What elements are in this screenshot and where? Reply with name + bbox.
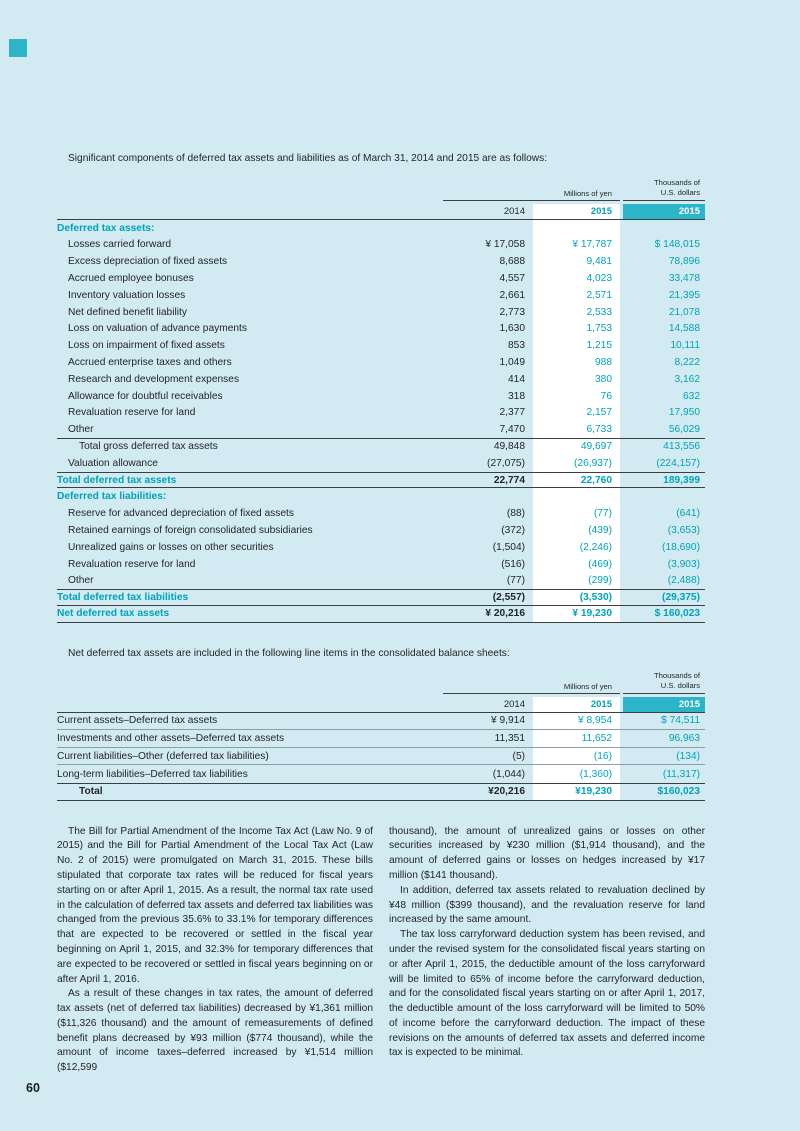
table-row — [57, 539, 705, 556]
value-2014-yen: 318 — [508, 390, 525, 402]
table-row — [57, 730, 705, 748]
row-label: Research and development expenses — [68, 373, 240, 385]
table-row — [57, 304, 705, 321]
value-2014-yen: 2,773 — [499, 306, 525, 318]
value-2015-usd: (11,317) — [662, 768, 700, 780]
row-label: Revaluation reserve for land — [68, 407, 196, 419]
row-label: Deferred tax assets: — [57, 222, 155, 234]
value-2015-usd: (29,375) — [662, 592, 700, 604]
body-paragraph: In addition, deferred tax assets related to revaluation declined by ¥48 million ($399 thousand), and the revaluation reserve for land increased by the same amount. — [389, 884, 705, 926]
table-row — [57, 321, 705, 338]
row-label: Total deferred tax assets — [57, 474, 177, 486]
value-2015-yen: 49,697 — [533, 439, 620, 455]
table-row — [57, 354, 705, 371]
row-label: Accrued enterprise taxes and others — [68, 356, 232, 368]
row-label: Current assets–Deferred tax assets — [57, 715, 218, 727]
table-row — [57, 713, 705, 731]
value-2015-yen: ¥ 8,954 — [533, 713, 620, 730]
value-2015-usd: 189,399 — [663, 474, 700, 486]
value-2015-yen: ¥ 19,230 — [533, 606, 620, 622]
value-2015-yen: 2,571 — [533, 287, 620, 304]
table-row — [57, 388, 705, 405]
year-2014-header: 2014 — [503, 698, 525, 710]
units-usd-line2: U.S. dollars — [660, 187, 700, 197]
year-2015-yen-header: 2015 — [533, 697, 620, 712]
value-2015-yen: (2,246) — [533, 539, 620, 556]
value-2015-usd: 413,556 — [663, 441, 700, 453]
value-2015-usd: 14,588 — [668, 323, 700, 335]
value-2014-yen: (1,044) — [492, 768, 525, 780]
units-usd-line1: Thousands of — [653, 178, 700, 187]
value-2014-yen: 1,049 — [499, 356, 525, 368]
value-2015-usd: $ 160,023 — [654, 608, 700, 620]
table-row — [57, 455, 705, 472]
value-2015-yen: (299) — [533, 572, 620, 589]
row-label: Retained earnings of foreign consolidated subsidiaries — [68, 524, 313, 536]
body-paragraph: The Bill for Partial Amendment of the Income Tax Act (Law No. 9 of 2015) and the Bill for Partial Amendment of the Local Tax Act (Law No. 2 of 2015) were promulgated on March 31, 2015. These bills stipulated that corporate tax rates will be reduced for fiscal years starting on or after April 1, 2015. As a result, the normal tax rate used in the calculation of deferred tax assets and deferred tax liabilities was changed from the previous 35.6% to 33.1% for temporary differences that are expected to be recovered or settled in the fiscal year beginning on April 1, 2015, and 32.3% for temporary differences that are expected to be recovered or settled in fiscal years beginning on or after April 1, 2016. — [57, 825, 373, 985]
value-2014-yen: 4,557 — [499, 273, 525, 284]
page-number: 60 — [26, 1081, 40, 1095]
value-2015-usd: (641) — [676, 508, 700, 520]
row-label: Other — [68, 424, 94, 436]
year-2015-usd-header: 2015 — [623, 204, 705, 219]
table-row — [57, 220, 705, 237]
value-2015-yen: 76 — [533, 388, 620, 405]
value-2015-yen: 1,215 — [533, 337, 620, 354]
row-label: Inventory valuation losses — [68, 289, 186, 301]
value-2015-yen: ¥19,230 — [533, 784, 620, 800]
body-paragraph: As a result of these changes in tax rates, the amount of deferred tax assets (net of deferred tax liabilities) decreased by ¥1,361 million ($11,326 thousand) and the amount of remeasurements of defined benefit plans decreased by ¥93 million ($774 thousand), while the amount of income taxes–deferred increased by ¥1,514 million ($12,599 — [57, 988, 373, 1074]
value-2015-usd: 21,078 — [668, 306, 700, 318]
value-2015-yen: 22,760 — [533, 473, 620, 488]
value-2015-usd: 56,029 — [668, 424, 700, 436]
value-2014-yen: 2,377 — [499, 407, 525, 419]
body-paragraph: thousand), the amount of unrealized gains or losses on other securities increased by ¥230 million ($1,914 thousand), and the amount of deferred gains or losses on hedges increased by ¥17 million ($141 thousand). — [389, 825, 705, 881]
value-2014-yen: (2,557) — [492, 592, 525, 604]
value-2014-yen: ¥ 9,914 — [491, 715, 525, 727]
value-2014-yen: (88) — [506, 508, 525, 520]
table-row — [57, 572, 705, 589]
body-column-right — [389, 825, 705, 1077]
value-2015-yen: (16) — [533, 748, 620, 765]
row-label: Unrealized gains or losses on other securities — [68, 541, 274, 553]
value-2015-yen — [533, 220, 620, 237]
value-2015-yen: (469) — [533, 556, 620, 573]
value-2015-usd: 21,395 — [668, 289, 700, 301]
value-2015-yen: (77) — [533, 505, 620, 522]
value-2014-yen: 8,688 — [499, 256, 525, 268]
value-2015-yen — [533, 488, 620, 505]
value-2015-yen: (1,360) — [533, 765, 620, 783]
table-row — [57, 472, 705, 489]
table-row — [57, 556, 705, 573]
row-label: Deferred tax liabilities: — [57, 491, 167, 503]
year-header-spacer — [57, 697, 443, 712]
value-2015-usd: 78,896 — [668, 256, 700, 268]
value-2015-usd: 8,222 — [674, 356, 700, 368]
value-2015-yen: (3,530) — [533, 590, 620, 605]
units-millions-of-yen: Millions of yen — [443, 682, 620, 694]
units-usd-line2: U.S. dollars — [660, 680, 700, 690]
value-2015-usd: (18,690) — [662, 541, 700, 553]
balance-sheet-line-items-table — [57, 671, 705, 801]
value-2015-yen: 380 — [533, 371, 620, 388]
units-thousands-of-usd — [623, 671, 705, 694]
value-2015-usd: 96,963 — [668, 732, 700, 744]
year-2014-header: 2014 — [503, 205, 525, 217]
row-label: Current liabilities–Other (deferred tax liabilities) — [57, 750, 269, 762]
row-label: Reserve for advanced depreciation of fixed assets — [68, 508, 294, 520]
table-row — [57, 253, 705, 270]
value-2014-yen: (77) — [506, 575, 525, 587]
value-2014-yen: 414 — [508, 373, 525, 385]
value-2015-yen: (439) — [533, 522, 620, 539]
year-header-row — [57, 697, 705, 713]
value-2015-usd — [623, 220, 705, 237]
table-row — [57, 522, 705, 539]
value-2015-yen: (26,937) — [533, 455, 620, 472]
value-2014-yen: ¥20,216 — [488, 786, 525, 798]
value-2015-yen: 6,733 — [533, 421, 620, 438]
value-2015-usd: 632 — [683, 390, 700, 402]
units-millions-of-yen: Millions of yen — [443, 189, 620, 201]
table-row — [57, 783, 705, 801]
row-label: Total deferred tax liabilities — [57, 592, 189, 604]
value-2015-usd: (3,653) — [667, 524, 700, 536]
value-2014-yen: 49,848 — [493, 441, 525, 453]
year-header-spacer — [57, 204, 443, 219]
row-label: Total — [79, 786, 103, 798]
table-row — [57, 404, 705, 421]
table-row — [57, 488, 705, 505]
row-label: Loss on impairment of fixed assets — [68, 340, 225, 352]
value-2015-usd: 17,950 — [668, 407, 700, 419]
value-2014-yen: 1,630 — [499, 323, 525, 335]
value-2015-usd: 3,162 — [674, 373, 700, 385]
year-2015-usd-header: 2015 — [623, 697, 705, 712]
brand-logo-square — [9, 39, 27, 57]
value-2014-yen — [443, 220, 533, 237]
value-2014-yen: ¥ 20,216 — [485, 608, 525, 620]
body-text — [57, 825, 705, 1077]
table-row — [57, 505, 705, 522]
value-2014-yen: 11,351 — [494, 732, 525, 744]
row-label: Revaluation reserve for land — [68, 558, 196, 570]
value-2015-yen: 988 — [533, 354, 620, 371]
value-2015-yen: 2,157 — [533, 404, 620, 421]
value-2015-yen: 9,481 — [533, 253, 620, 270]
value-2015-usd — [623, 488, 705, 505]
value-2015-yen: 4,023 — [533, 270, 620, 287]
table-rows — [57, 713, 705, 801]
value-2014-yen: 7,470 — [499, 424, 525, 436]
table-row — [57, 589, 705, 606]
units-thousands-of-usd — [623, 178, 705, 201]
value-2015-yen: ¥ 17,787 — [533, 237, 620, 254]
value-2015-usd: (134) — [676, 750, 700, 762]
body-paragraph: The tax loss carryforward deduction system has been revised, and under the revised system for the consolidated fiscal years starting on or after April 1, 2015, the deductible amount of the loss carryforward will be limited to 65% of income before the carryforward deduction, and for the consolidated fiscal years starting on or after April 1, 2017, the deductible amount of the loss carryforward will be limited to 50% of income before the carryforward deduction. The impact of these revisions on the amounts of deferred tax assets and deferred income tax is expected to be minimal. — [389, 929, 705, 1059]
value-2014-yen: 2,661 — [499, 289, 525, 301]
row-label: Investments and other assets–Deferred tax assets — [57, 732, 285, 744]
row-label: Loss on valuation of advance payments — [68, 323, 247, 335]
row-label: Net deferred tax assets — [57, 608, 170, 620]
value-2015-yen: 2,533 — [533, 304, 620, 321]
units-header — [57, 671, 705, 694]
value-2015-yen: 1,753 — [533, 321, 620, 338]
value-2014-yen: ¥ 17,058 — [485, 239, 525, 251]
row-label: Allowance for doubtful receivables — [68, 390, 223, 402]
row-label: Excess depreciation of fixed assets — [68, 256, 228, 268]
table-row — [57, 287, 705, 304]
value-2015-usd: $ 74,511 — [661, 715, 700, 727]
value-2015-usd: 33,478 — [668, 273, 700, 284]
table-row — [57, 438, 705, 455]
value-2014-yen: (27,075) — [487, 457, 525, 469]
value-2014-yen: (516) — [501, 558, 525, 570]
table-row — [57, 765, 705, 783]
table-row — [57, 270, 705, 287]
table-rows — [57, 220, 705, 623]
intro-text-1: Significant components of deferred tax assets and liabilities as of March 31, 2014 and 2015 are as follows: — [68, 153, 548, 164]
content-area — [57, 152, 705, 1076]
table-row — [57, 337, 705, 354]
value-2015-usd: (2,488) — [667, 575, 700, 587]
row-label: Total gross deferred tax assets — [79, 441, 218, 453]
value-2014-yen: 853 — [508, 340, 525, 352]
value-2015-usd: $ 148,015 — [654, 239, 700, 251]
value-2014-yen — [443, 488, 533, 505]
units-header — [57, 178, 705, 201]
value-2014-yen: (372) — [501, 524, 525, 536]
value-2014-yen: (1,504) — [492, 541, 525, 553]
row-label: Losses carried forward — [68, 239, 172, 251]
value-2014-yen: (5) — [512, 750, 525, 762]
value-2015-usd: (224,157) — [656, 457, 700, 469]
row-label: Net defined benefit liability — [68, 306, 187, 318]
table-row — [57, 237, 705, 254]
body-column-left — [57, 825, 373, 1077]
year-header-row — [57, 204, 705, 220]
intro-text-2: Net deferred tax assets are included in the following line items in the consolidated balance sheets: — [68, 647, 510, 659]
row-label: Accrued employee bonuses — [68, 273, 194, 284]
value-2015-yen: 11,652 — [533, 730, 620, 747]
units-usd-line1: Thousands of — [653, 670, 700, 680]
year-2015-yen-header: 2015 — [533, 204, 620, 219]
row-label: Valuation allowance — [68, 457, 158, 469]
deferred-tax-components-table — [57, 178, 705, 623]
value-2015-usd: 10,111 — [670, 340, 700, 352]
value-2015-usd: $160,023 — [657, 786, 700, 798]
value-2015-usd: (3,903) — [667, 558, 700, 570]
row-label: Other — [68, 575, 94, 587]
table-row — [57, 371, 705, 388]
value-2014-yen: 22,774 — [493, 474, 525, 486]
table-row — [57, 606, 705, 623]
table-row — [57, 421, 705, 438]
table-row — [57, 748, 705, 766]
row-label: Long-term liabilities–Deferred tax liabilities — [57, 768, 248, 780]
